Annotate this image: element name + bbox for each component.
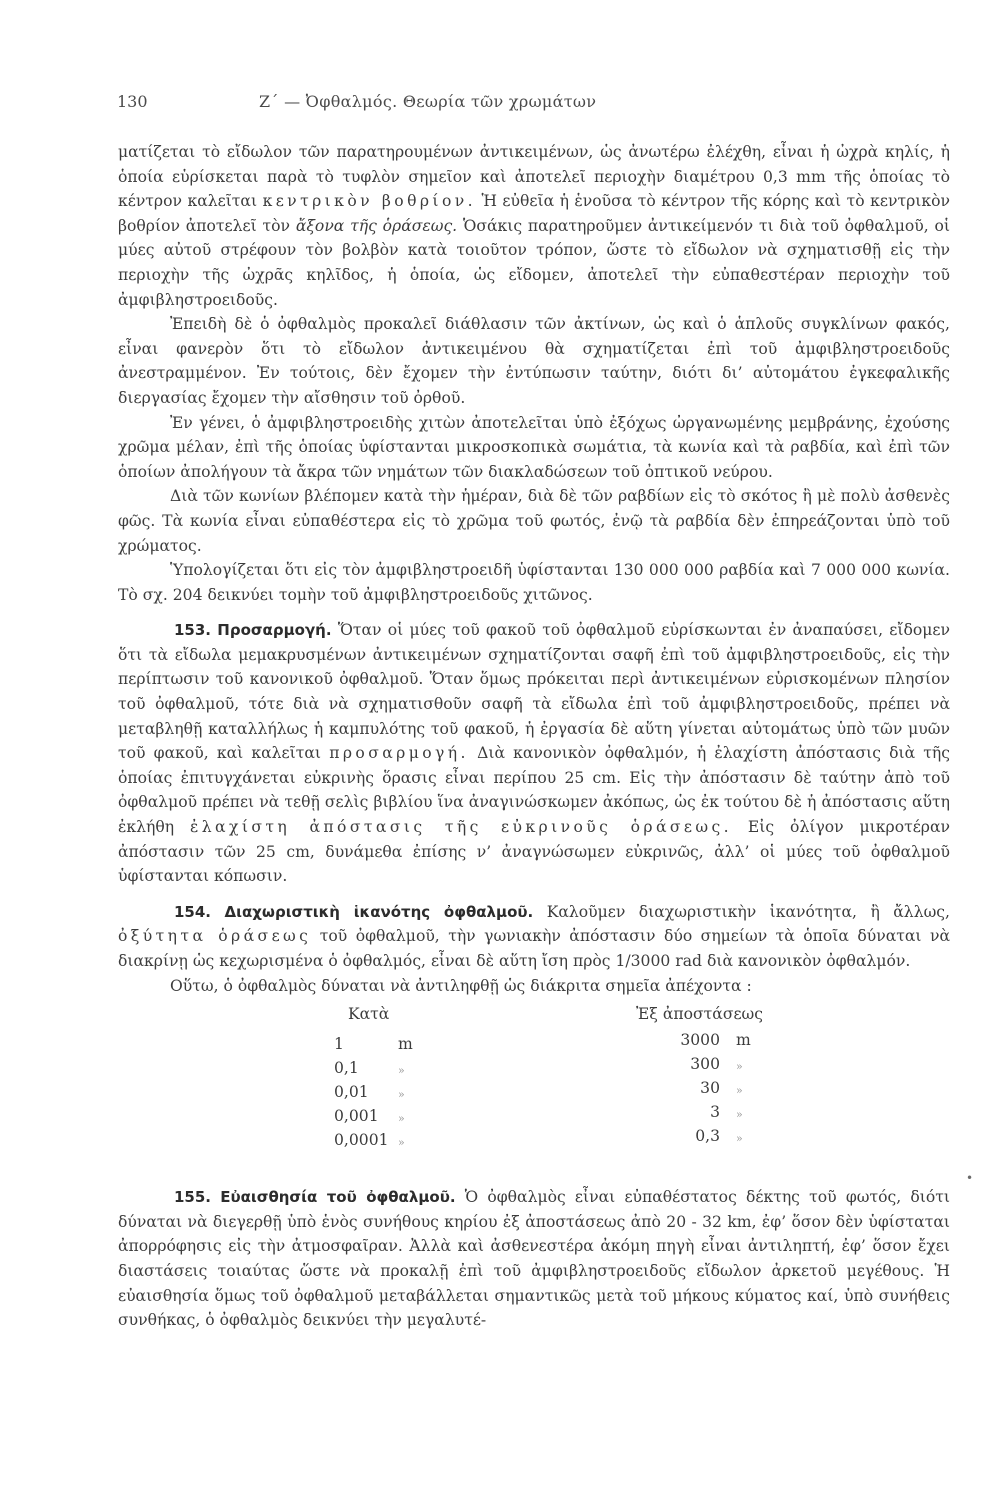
paragraph-table-intro: Οὕτω, ὁ ὀφθαλμὸς δύναται νὰ ἀντιληφθῇ ὡς διάκριτα σημεῖα ἀπέχοντα : [170,976,752,995]
table-cell: 3 [710,1103,720,1122]
resolution-table [118,1002,950,1174]
section-155: 155. Εὐαισθησία τοῦ ὀφθαλμοῦ. Ὁ ὀφθαλμὸς εἶναι εὐπαθέστατος δέκτης τοῦ φωτός, διότι δύναται νὰ διεγερθῇ ὑπὸ ἑνὸς συνήθους κηρίου ἐξ ἀποστάσεως ἀπὸ 20 - 32 km, ἐφ’ ὅσον δὲν ὑφίσταται ἀπορρόφησις εἰς τὴν ἀτμοσφαῖραν. Ἀλλὰ καὶ ἀσθενεστέρα ἀκόμη πηγὴ εἶναι ἀντιληπτή, ἐφ’ ὅσον ἔχει διαστάσεις τοιαύτας ὥστε νὰ προκαλῇ ἐπὶ τοῦ ἀμφιβληστροειδοῦς εἴδωλον ἀρκετοῦ μεγέθους. Ἡ εὐαισθησία ὅμως τοῦ ὀφθαλμοῦ μεταβάλλεται σημαντικῶς μετὰ τοῦ μήκους κύματος καί, ὑπὸ συνήθεις συνθήκας, ὁ ὀφθαλμὸς δεικνύει τὴν μεγαλυτέ- [118,1188,950,1330]
paragraph-retina: Ἐν γένει, ὁ ἀμφιβληστροειδὴς χιτὼν ἀποτελεῖται ὑπὸ ἐξόχως ὠργανωμένης μεμβράνης, ἐχούσης χρῶμα μέλαν, ἐπὶ τῆς ὁποίας ὑφίστανται μικροσκοπικὰ σωμάτια, τὰ κωνία καὶ τὰ ραβδία, καὶ ἐπὶ τῶν ὁποίων ἀπολήγουν τὰ ἄκρα τῶν νημάτων τῶν διακλαδώσεων τοῦ ὀπτικοῦ νεύρου. [118,413,950,481]
page-number: 130 [117,92,148,111]
table-cell: 0,1 [334,1059,359,1078]
table-cell: » [398,1112,405,1126]
section-number: 155. [174,1188,212,1207]
term-near-point: ἐλαχίστη ἀπόστασις τῆς εὐκρινοῦς ὁράσεως. [189,818,733,837]
paragraph-receptor-count: Ὑπολογίζεται ὅτι εἰς τὸν ἀμφιβληστροειδῆ ὑφίστανται 130 000 000 ραβδία καὶ 7 000 000 κωνία. Τὸ σχ. 204 δεικνύει τομὴν τοῦ ἀμφιβληστροειδοῦς χιτῶνος. [118,561,950,604]
table-cell: m [736,1031,751,1050]
table-header-by: Κατὰ [348,1005,390,1024]
table-cell: m [398,1035,413,1054]
table-cell: 0,001 [334,1107,379,1126]
table-cell: 3000 [680,1031,720,1050]
table-cell: » [398,1088,405,1102]
margin-mark: • [966,1171,974,1185]
table-cell: » [398,1136,405,1150]
table-cell: 0,01 [334,1083,369,1102]
term-accommodation: προσαρμογή. [329,744,469,763]
table-cell: 1 [334,1035,344,1054]
table-cell: » [736,1084,743,1098]
term-central-fovea: κεντρικὸν βοθρίον. [262,192,476,211]
paragraph-inverted-image: Ἐπειδὴ δὲ ὁ ὀφθαλμὸς προκαλεῖ διάθλασιν τῶν ἀκτίνων, ὡς καὶ ὁ ἁπλοῦς συγκλίνων φακός, εἶναι φανερὸν ὅτι τὸ εἴδωλον ἀντικειμένου θὰ σχηματίζεται ἐπὶ τοῦ ἀμφιβληστροειδοῦς ἀνεστραμμένον. Ἐν τούτοις, δὲν ἔχομεν τὴν ἐντύπωσιν ταύτην, διότι δι’ αὐτομάτου ἐγκεφαλικῆς διεργασίας ἔχομεν τὴν αἴσθησιν τοῦ ὀρθοῦ. [118,315,950,407]
table-cell: » [736,1132,743,1146]
page-body [118,140,950,1333]
table-cell: 300 [690,1055,720,1074]
table-cell: » [736,1060,743,1074]
table-cell: 30 [700,1079,720,1098]
running-title: Ζ΄ — Ὀφθαλμός. Θεωρία τῶν χρωμάτων [259,92,597,111]
paragraph-cones-rods: Διὰ τῶν κωνίων βλέπομεν κατὰ τὴν ἡμέραν, διὰ δὲ τῶν ραβδίων εἰς τὸ σκότος ἢ μὲ πολὺ ἀσθενὲς φῶς. Τὰ κωνία εἶναι εὐπαθέστερα εἰς τὸ χρῶμα τοῦ φωτός, ἐνῷ τὰ ραβδία δὲν ἐπηρεάζονται ὑπὸ τοῦ χρώματος. [118,487,950,555]
section-title: Διαχωριστικὴ ἱκανότης ὀφθαλμοῦ. [224,902,534,921]
section-153: 153. Προσαρμογή. Ὅταν οἱ μύες τοῦ φακοῦ τοῦ ὀφθαλμοῦ εὑρίσκωνται ἐν ἀναπαύσει, εἴδομεν ὅτι τὰ εἴδωλα μεμακρυσμένων ἀντικειμένων σχηματίζονται σαφῆ ἐπὶ τοῦ ἀμφιβληστροειδοῦς, εἰς τὴν περίπτωσιν τοῦ κανονικοῦ ὀφθαλμοῦ. Ὅταν ὅμως πρόκειται περὶ ἀντικειμένων εὑρισκομένων πλησίον τοῦ ὀφθαλμοῦ, τότε διὰ νὰ σχηματισθοῦν σαφῆ τὰ εἴδωλα ἐπὶ τοῦ ἀμφιβληστροειδοῦς, πρέπει νὰ μεταβληθῇ καταλλήλως ἡ καμπυλότης τοῦ φακοῦ, ἡ ἐργασία δὲ αὕτη γίνεται αὐτομάτως ὑπὸ τῶν μυῶν τοῦ φακοῦ, καὶ καλεῖται προσαρμογή. Διὰ κανονικὸν ὀφθαλμόν, ἡ ἐλαχίστη ἀπόστασις διὰ τῆς ὁποίας ἐπιτυγχάνεται εὐκρινὴς ὅρασις εἶναι περίπου 25 cm. Εἰς τὴν ἀπόστασιν δὲ ταύτην ἀπὸ τοῦ ὀφθαλμοῦ πρέπει νὰ τεθῇ σελὶς βιβλίου ἵνα ἀναγινώσκωμεν ἀκόπως, ὡς ἐκ τούτου δὲ ἡ ἀπόστασις αὕτη ἐκλήθη ἐλαχίστη ἀπόστασις τῆς εὐκρινοῦς ὁράσεως. Εἰς ὀλίγον μικροτέραν ἀπόστασιν τῶν 25 cm, δυνάμεθα ἐπίσης ν’ ἀναγνώσωμεν εὐκρινῶς, ἀλλ’ οἱ μύες τοῦ ὀφθαλμοῦ ὑφίστανται κόπωσιν. [118,621,950,886]
table-cell: 0,0001 [334,1131,389,1150]
table-cell: » [398,1064,405,1078]
section-number: 154. [174,902,212,921]
section-title: Εὐαισθησία τοῦ ὀφθαλμοῦ. [220,1188,456,1207]
page-header [117,92,897,116]
section-154: 154. Διαχωριστικὴ ἱκανότης ὀφθαλμοῦ. Καλοῦμεν διαχωριστικὴν ἱκανότητα, ἢ ἄλλως, ὀξύτητα ὁράσεως τοῦ ὀφθαλμοῦ, τὴν γωνιακὴν ἀπόστασιν δύο σημείων τὰ ὁποῖα δύναται νὰ διακρίνῃ ὡς κεχωρισμένα ὁ ὀφθαλμός, εἶναι δὲ αὕτη ἴση πρὸς 1/3000 rad διὰ κανονικὸν ὀφθαλμόν. [118,902,950,970]
table-cell: 0,3 [695,1127,720,1146]
section-title: Προσαρμογή. [217,621,332,640]
paragraph-macula: ματίζεται τὸ εἴδωλον τῶν παρατηρουμένων ἀντικειμένων, ὡς ἀνωτέρω ἐλέχθη, εἶναι ἡ ὠχρὰ κηλίς, ἡ ὁποία εὑρίσκεται παρὰ τὸ τυφλὸν σημεῖον καὶ ἀποτελεῖ περιοχὴν διαμέτρου 0,3 mm τῆς ὁποίας τὸ κέντρον καλεῖται κεντρικὸν βοθρίον. Ἡ εὐθεῖα ἡ ἑνοῦσα τὸ κέντρον τῆς κόρης καὶ τὸ κεντρικὸν βοθρίον ἀποτελεῖ τὸν ἄξονα τῆς ὁράσεως. Ὁσάκις παρατηροῦμεν ἀντικείμενόν τι διὰ τοῦ ὀφθαλμοῦ, οἱ μύες αὐτοῦ στρέφουν τὸν βολβὸν κατὰ τοιοῦτον τρόπον, ὥστε τὸ εἴδωλον νὰ σχηματισθῇ εἰς τὴν περιοχὴν τῆς ὠχρᾶς κηλῖδος, ἡ ὁποία, ὡς εἴδομεν, ἀποτελεῖ τὴν εὐπαθεστέραν περιοχὴν τοῦ ἀμφιβληστροειδοῦς. [118,143,950,309]
table-header-distance: Ἐξ ἀποστάσεως [636,1005,763,1024]
term-visual-acuity: ὀξύτητα ὁράσεως [118,927,312,946]
term-visual-axis: ἄξονα τῆς ὁράσεως. [295,216,458,235]
section-number: 153. [174,621,212,640]
table-cell: » [736,1108,743,1122]
